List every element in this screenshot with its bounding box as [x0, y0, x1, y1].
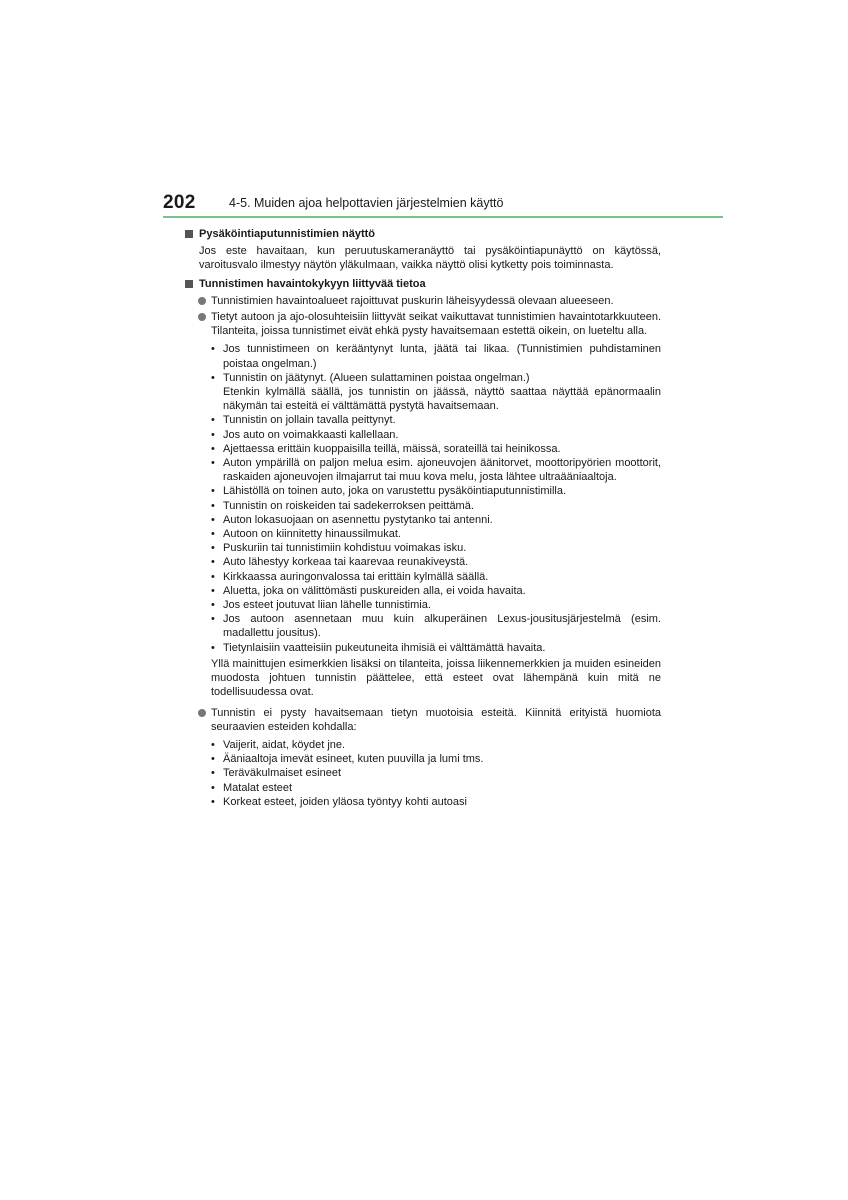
list-item: • Tunnistin on jäätynyt. (Alueen sulattaminen poistaa ongelman.) Etenkin kylmällä säällä, jos tunnistin on jäässä, näyttö saattaa näyttää epänormaalin näkymän tai esteitä ei välttämättä pystytä havaitsemaan. — [211, 371, 661, 413]
list-item: • Lähistöllä on toinen auto, joka on varustettu pysäköintiaputunnistimilla. — [211, 485, 567, 498]
page-number: 202 — [163, 192, 196, 213]
list-item: • Matalat esteet — [211, 781, 293, 794]
page-header — [163, 192, 723, 218]
list-item: • Jos auto on voimakkaasti kallellaan. — [211, 428, 399, 441]
list-item: • Jos autoon asennetaan muu kuin alkuperäinen Lexus-jousitusjärjestelmä (esim. madallettu jousitus). — [211, 613, 661, 640]
list-item: • Teräväkulmaiset esineet — [211, 767, 342, 780]
list-item: • Puskuriin tai tunnistimiin kohdistuu voimakas isku. — [211, 542, 467, 555]
circle-bullet-icon — [198, 297, 206, 305]
list-item: • Tietynlaisiin vaatteisiin pukeutuneita ihmisiä ei välttämättä havaita. — [211, 641, 546, 654]
section-title-detection: Tunnistimen havaintokykyyn liittyvää tietoa — [185, 277, 661, 291]
list-item: • Auton lokasuojaan on asennettu pystytanko tai antenni. — [211, 513, 493, 526]
header-rule — [163, 216, 723, 218]
list-item: • Autoon on kiinnitetty hinaussilmukat. — [211, 528, 401, 541]
conditions-note: Yllä mainittujen esimerkkien lisäksi on tilanteita, joissa liikennemerkkien ja muiden esineiden muodosta johtuen tunnistin päättelee, että esteet ovat lähempänä kuin mitä ne todellisuudessa ovat. — [211, 657, 661, 699]
shapes-list — [185, 738, 661, 809]
section-paragraph: Jos este havaitaan, kun peruutuskameranäyttö tai pysäköintiapunäyttö on käytössä, varoitusvalo ilmestyy näytön yläkulmaan, vaikka näyttö olisi kytketty pois toiminnasta. — [199, 245, 661, 272]
list-item: • Tunnistin on jollain tavalla peittynyt. — [211, 414, 396, 427]
list-item: • Auto lähestyy korkeaa tai kaarevaa reunakiveystä. — [211, 556, 469, 569]
bullet-shapes: Tunnistin ei pysty havaitsemaan tietyn muotoisia esteitä. Kiinnitä erityistä huomiota seuraavien esteiden kohdalla: — [185, 706, 661, 734]
square-bullet-icon — [185, 280, 193, 288]
page-content — [185, 227, 661, 811]
list-item: • Ajettaessa erittäin kuoppaisilla teillä, mäissä, sorateillä tai heinikossa. — [211, 442, 561, 455]
list-item: • Jos tunnistimeen on kerääntynyt lunta, jäätä tai likaa. (Tunnistimien puhdistaminen poistaa ongelman.) — [211, 343, 661, 370]
circle-bullet-icon — [198, 709, 206, 717]
bullet-detection-range: Tunnistimien havaintoalueet rajoittuvat puskurin läheisyydessä olevaan alueeseen. — [185, 294, 661, 308]
chapter-title: 4-5. Muiden ajoa helpottavien järjestelmien käyttö — [229, 196, 504, 210]
list-item: • Aluetta, joka on välittömästi puskureiden alla, ei voida havaita. — [211, 584, 526, 597]
circle-bullet-icon — [198, 313, 206, 321]
list-item: • Kirkkaassa auringonvalossa tai erittäin kylmällä säällä. — [211, 570, 489, 583]
list-item: • Ääniaaltoja imevät esineet, kuten puuvilla ja lumi tms. — [211, 753, 484, 766]
list-item: • Korkeat esteet, joiden yläosa työntyy kohti autoasi — [211, 795, 467, 808]
bullet-conditions: Tietyt autoon ja ajo-olosuhteisiin liittyvät seikat vaikuttavat tunnistimien havaintotarkkuuteen. Tilanteita, joissa tunnistimet eivät ehkä pysty havaitsemaan estettä oikein, on lueteltu alla. — [185, 310, 661, 338]
section-title-display: Pysäköintiaputunnistimien näyttö — [185, 227, 661, 241]
list-item: • Auton ympärillä on paljon melua esim. ajoneuvojen äänitorvet, moottoripyörien moottorit, raskaiden ajoneuvojen ilmajarrut tai muu kova melu, josta lähtee ultraääniaaltoja. — [211, 457, 661, 484]
square-bullet-icon — [185, 230, 193, 238]
list-item: • Tunnistin on roiskeiden tai sadekerroksen peittämä. — [211, 499, 474, 512]
ice-note: Etenkin kylmällä säällä, jos tunnistin on jäässä, näyttö saattaa näyttää epänormaalin näkymän tai esteitä ei välttämättä pystytä havaitsemaan. — [223, 386, 661, 413]
list-item: • Vaijerit, aidat, köydet jne. — [211, 738, 346, 751]
conditions-list — [185, 342, 661, 654]
list-item: • Jos esteet joutuvat liian lähelle tunnistimia. — [211, 599, 431, 612]
